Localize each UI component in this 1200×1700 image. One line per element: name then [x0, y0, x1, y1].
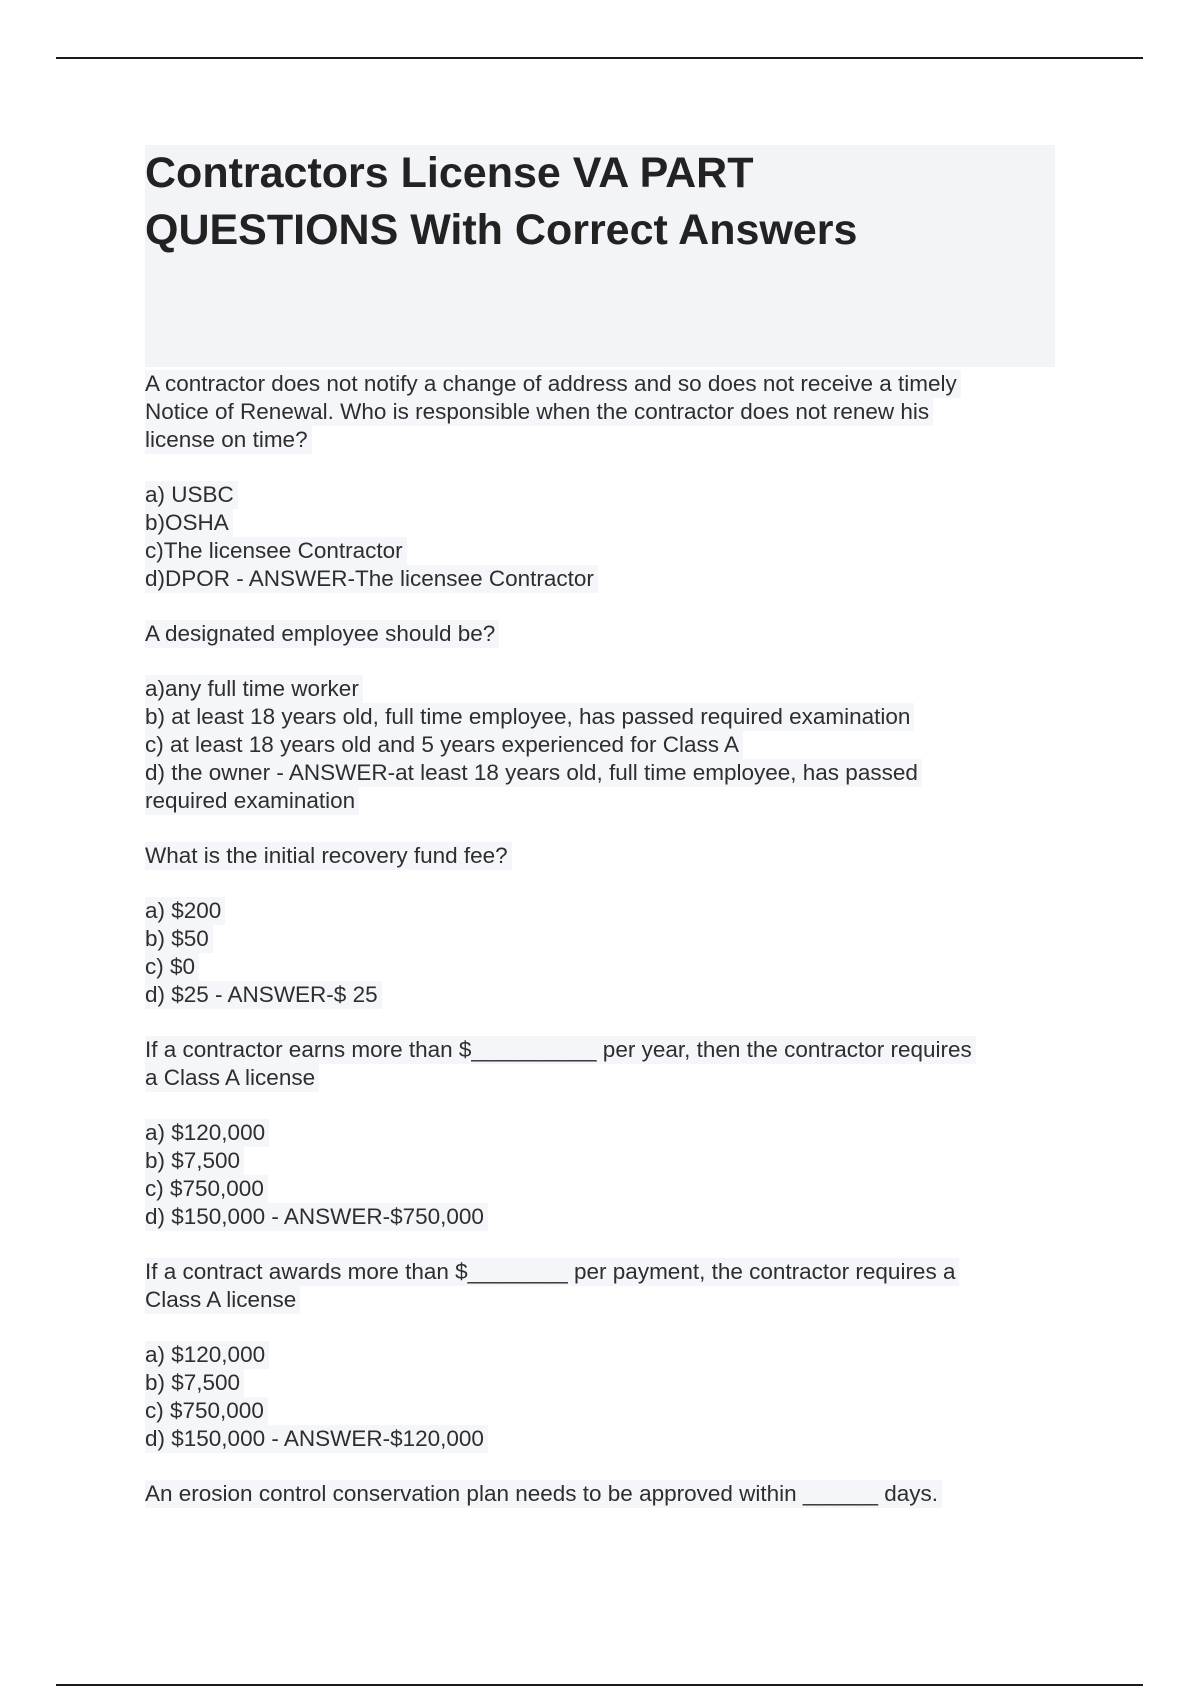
answer-option: a)any full time worker	[145, 675, 363, 703]
question-prompt-line: A contractor does not notify a change of address and so does not receive a timely	[145, 370, 961, 398]
top-rule	[56, 57, 1143, 59]
answer-option: d) $150,000 - ANSWER-$120,000	[145, 1425, 488, 1453]
question-prompt-line: Notice of Renewal. Who is responsible when the contractor does not renew his	[145, 398, 933, 426]
question-prompt-line: If a contractor earns more than $__________ per year, then the contractor requires	[145, 1036, 976, 1064]
question-block	[145, 842, 1055, 1009]
question-block	[145, 1258, 1055, 1453]
question-block	[145, 1036, 1055, 1231]
answer-option: a) $200	[145, 897, 225, 925]
answer-option: required examination	[145, 787, 359, 815]
bottom-rule	[56, 1684, 1143, 1686]
question-block	[145, 620, 1055, 815]
answer-option: d)DPOR - ANSWER-The licensee Contractor	[145, 565, 598, 593]
answer-option: c)The licensee Contractor	[145, 537, 407, 565]
title-line-1: Contractors License VA PART	[145, 149, 754, 197]
answer-option: b) at least 18 years old, full time employee, has passed required examination	[145, 703, 914, 731]
question-prompt-line: Class A license	[145, 1286, 300, 1314]
answer-option: a) $120,000	[145, 1119, 269, 1147]
question-block	[145, 1480, 1055, 1508]
answer-option: d) $150,000 - ANSWER-$750,000	[145, 1203, 488, 1231]
question-prompt-line: a Class A license	[145, 1064, 319, 1092]
document-body	[145, 145, 1055, 1508]
title-box	[145, 145, 1055, 367]
answer-option: c) $750,000	[145, 1175, 268, 1203]
title-line-2: QUESTIONS With Correct Answers	[145, 206, 858, 254]
answer-option: d) the owner - ANSWER-at least 18 years old, full time employee, has passed	[145, 759, 922, 787]
question-prompt-line: An erosion control conservation plan needs to be approved within ______ days.	[145, 1480, 942, 1508]
question-block	[145, 370, 1055, 593]
question-list	[145, 367, 1055, 1508]
answer-option: a) USBC	[145, 481, 238, 509]
answer-option: c) at least 18 years old and 5 years experienced for Class A	[145, 731, 743, 759]
answer-option: b) $50	[145, 925, 213, 953]
question-prompt-line: A designated employee should be?	[145, 620, 499, 648]
answer-option: a) $120,000	[145, 1341, 269, 1369]
question-prompt-line: license on time?	[145, 426, 312, 454]
answer-option: b) $7,500	[145, 1369, 244, 1397]
answer-option: b)OSHA	[145, 509, 233, 537]
question-prompt-line: What is the initial recovery fund fee?	[145, 842, 512, 870]
question-prompt-line: If a contract awards more than $________ per payment, the contractor requires a	[145, 1258, 959, 1286]
answer-option: d) $25 - ANSWER-$ 25	[145, 981, 382, 1009]
document-title	[145, 145, 1055, 259]
answer-option: c) $750,000	[145, 1397, 268, 1425]
answer-option: c) $0	[145, 953, 199, 981]
answer-option: b) $7,500	[145, 1147, 244, 1175]
